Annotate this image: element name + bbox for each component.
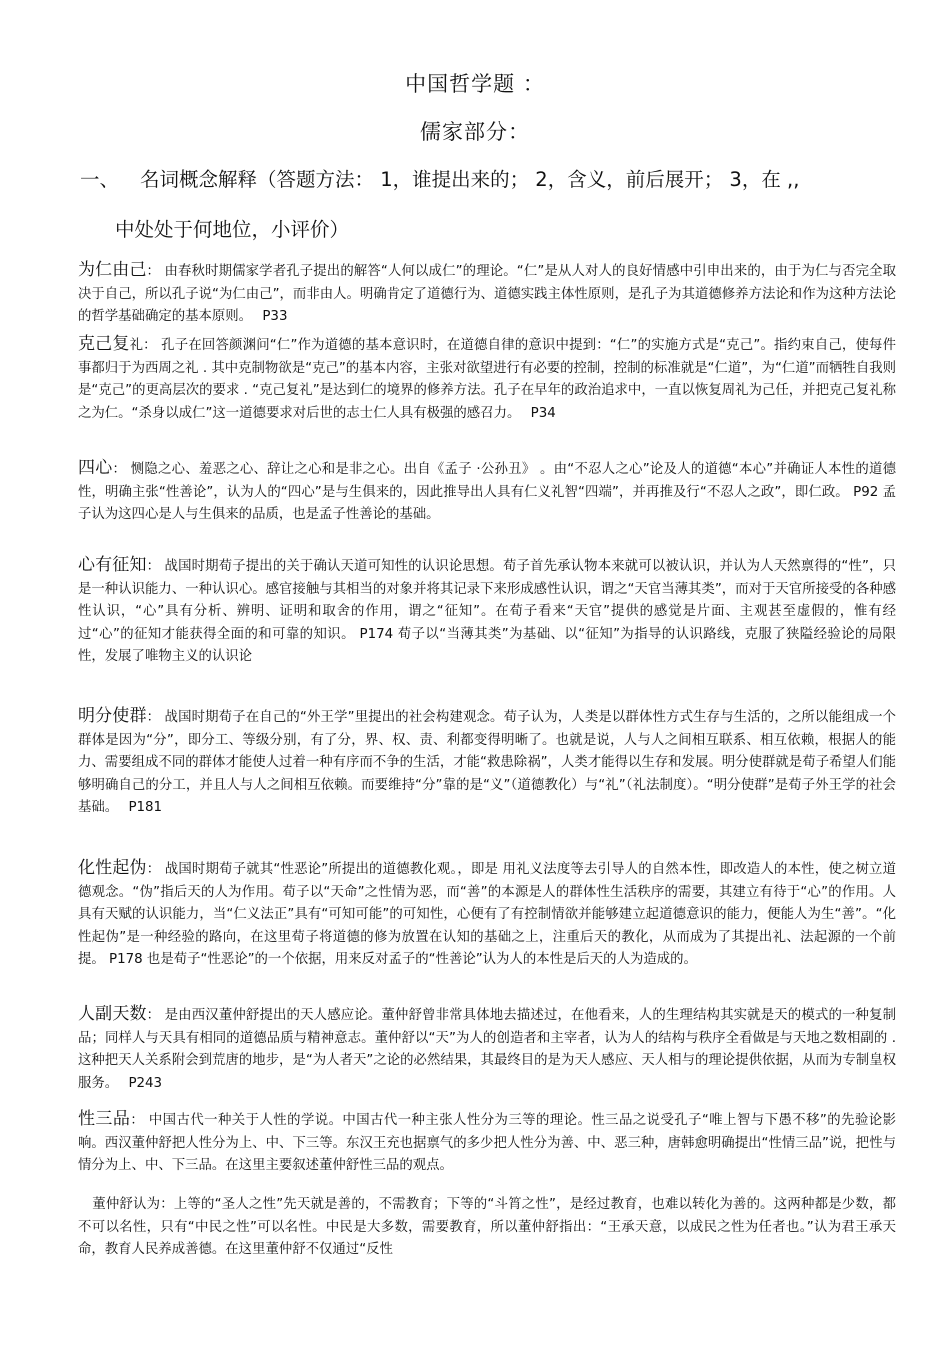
- section-number: 一、: [80, 168, 120, 191]
- section-heading-line2: 中处处于何地位，小评价）: [115, 218, 350, 241]
- entry-text: 是由西汉董仲舒提出的天人感应论。董仲舒曾非常具体地去描述过，在他看来，人的生理结构其实就是天的模式的一种复制品；同样人与天具有相同的道德品质与精神意志。董仲舒以“天”为人的创造者和主宰者，认为人的结构与秩序全看做是与天地之数相副的 . 这种把天人关系附会到荒唐的地步，是“为人者天”之论的必然结果，其最终目的是为天人感应、天人相与的理论提供依据，从而为专制皇权服务。: [78, 1008, 897, 1091]
- entry-continuation: [78, 1194, 896, 1262]
- entry-xing-san-pin: [78, 1108, 896, 1178]
- entry-page-ref: P181: [128, 800, 163, 816]
- entry-text: 战国时期荀子在自己的“外王学”里提出的社会构建观念。荀子认为，人类是以群体性方式生存与生活的，之所以能组成一个群体是因为“分”，即分工、等级分别，有了分，界、权、责、利都变得明晰了。也就是说，人与人之间相互联系、相互依赖，根据人的能力、需要组成不同的群体才能使人过着一种有序而不争的生活，才能“救患除祸”，人类才能得以生存和发展。明分使群就是荀子希望人们能够明确自己的分工，并且人与人之间相互依赖。而要维持“分”靠的是“义”（道德教化）与“礼”（礼法制度）。“明分使群”是荀子外王学的社会基础。: [78, 710, 897, 816]
- section-heading-line1: 名词概念解释（答题方法： 1，谁提出来的； 2，含义，前后展开； 3，在 ,,: [140, 168, 800, 191]
- entry-page-ref: P34: [530, 405, 556, 421]
- entry-text: 孔子在回答颜渊问“仁”作为道德的基本意识时，在道德自律的意识中提到：“仁”的实施方式是“克己”。指约束自己，使每件事都归于为西周之礼 . 其中克制物欲是“克己”的基本内容，主张对欲望进行有必要的控制，控制的标准就是“仁道”，为“仁道”而牺牲自我则是“克己”的更高层次的要求 . “克己复礼”是达到仁的境界的修养方法。孔子在早年的政治追求中，一直以恢复周礼为己任，并把克己复礼称之为仁。“杀身以成仁”这一道德要求对后世的志士仁人具有极强的感召力。: [78, 338, 897, 421]
- entry-wei-ren-you-ji: [78, 259, 896, 329]
- entry-separator: ：: [146, 862, 161, 877]
- entry-text: 战国时期荀子提出的关于确认天道可知性的认识论思想。荀子首先承认物本来就可以被认识，并认为人天然禀得的“性”，只是一种认识能力、一种认识心。感官接触与其相当的对象并将其记录下来形成感性认识，谓之“天官当薄其类”，而对于天官所接受的各种感性认识，“心”具有分析、辨明、证明和取舍的作用，谓之“征知”。在荀子看来“天官”提供的感觉是片面、主观甚至虚假的，惟有经过“心”的征知才能获得全面的和可靠的知识。 P174 荀子以“当薄其类”为基础、以“征知”为指导的认识路线，克服了狭隘经验论的局限性，发展了唯物主义的认识论: [78, 559, 897, 665]
- document-subtitle: 儒家部分：: [420, 120, 530, 144]
- entry-separator: ：: [112, 462, 127, 477]
- entry-si-xin: [78, 457, 896, 527]
- entry-separator: ：: [146, 710, 161, 725]
- entry-term: 为仁由己: [78, 260, 147, 280]
- entry-text: 战国时期荀子就其“性恶论”所提出的道德教化观。，即是 用礼义法度等去引导人的自然本性，即改造人的本性，使之树立道德观念。“伪”指后天的人为作用。荀子以“天命”之性情为恶，而“善”的本源是人的群体性生活秩序的需要，其建立有待于“心”的作用。人具有天赋的认识能力，当“仁义法正”具有“可知可能”的可知性，心便有了有控制情欲并能够建立起道德意识的能力，便能人为生“善”。“化性起伪”是一种经验的路向，在这里荀子将道德的修为放置在认知的基础之上，注重后天的教化，从而成为了其提出礼、法起源的一个前提。 P178 也是荀子“性恶论”的一个依据，用来反对孟子的“性善论”认为人的本性是后天的人为造成的。: [78, 862, 897, 968]
- entry-text: 恻隐之心、羞恶之心、辞让之心和是非之心。出自《孟子 ·公孙丑》 。由“不忍人之心”论及人的道德“本心”并确证人本性的道德性，明确主张“性善论”，认为人的“四心”是与生俱来的，因此推导出人具有仁义礼智“四端”，并再推及行“不忍人之政”，即仁政。 P92 孟子认为这四心是人与生俱来的品质，也是孟子性善论的基础。: [78, 462, 897, 523]
- entry-text: 由春秋时期儒家学者孔子提出的解答“人何以成仁”的理论。“仁”是从人对人的良好情感中引申出来的，由于为仁与否完全取决于自己，所以孔子说“为仁由己”，而非由人。明确肯定了道德行为、道德实践主体性原则，是孔子为其道德修养方法论和作为这种方法论的哲学基础确定的基本原则。: [78, 264, 897, 325]
- entry-term: 性三品: [78, 1109, 131, 1129]
- entry-term: 四心: [78, 458, 113, 478]
- entry-separator: ：: [146, 559, 161, 574]
- entry-term: 心有征知: [78, 555, 147, 575]
- entry-separator: ：: [130, 1113, 145, 1128]
- entry-page-ref: P33: [262, 309, 288, 325]
- entry-term: 明分使群: [78, 706, 147, 726]
- entry-ren-fu-tian-shu: [78, 1003, 896, 1095]
- entry-separator: ：: [146, 1008, 161, 1023]
- entry-xin-you-zheng-zhi: [78, 554, 896, 669]
- entry-separator: ：: [146, 264, 161, 279]
- continuation-text: 董仲舒认为：上等的“圣人之性”先天就是善的，不需教育；下等的“斗筲之性”，是经过教育，也难以转化为善的。这两种都是少数，都不可以名性，只有“中民之性”可以名性。中民是大多数，需要教育，所以董仲舒指出：“王承天意，以成民之性为任者也。”认为君王承天命，教育人民养成善德。在这里董仲舒不仅通过“反性: [78, 1197, 896, 1258]
- entry-ke-ji-fu-li: [78, 333, 896, 425]
- entry-ming-fen-shi-qun: [78, 705, 896, 820]
- entry-separator: 礼：: [129, 338, 157, 353]
- document-title: 中国哲学题 ：: [405, 72, 545, 96]
- entry-hua-xing-qi-wei: [78, 857, 896, 972]
- entry-term: 化性起伪: [78, 858, 147, 878]
- entry-term: 人副天数: [78, 1004, 147, 1024]
- entry-text: 中国古代一种关于人性的学说。中国古代一种主张人性分为三等的理论。性三品之说受孔子“唯上智与下愚不移”的先验论影响。西汉董仲舒把人性分为上、中、下三等。东汉王充也据禀气的多少把人性分为善、中、恶三种，唐韩愈明确提出“性情三品”说，把性与情分为上、中、下三品。在这里主要叙述董仲舒性三品的观点。: [78, 1113, 896, 1174]
- section-heading: [80, 161, 890, 199]
- entry-page-ref: P243: [128, 1075, 163, 1091]
- entry-term: 克己复: [78, 334, 130, 354]
